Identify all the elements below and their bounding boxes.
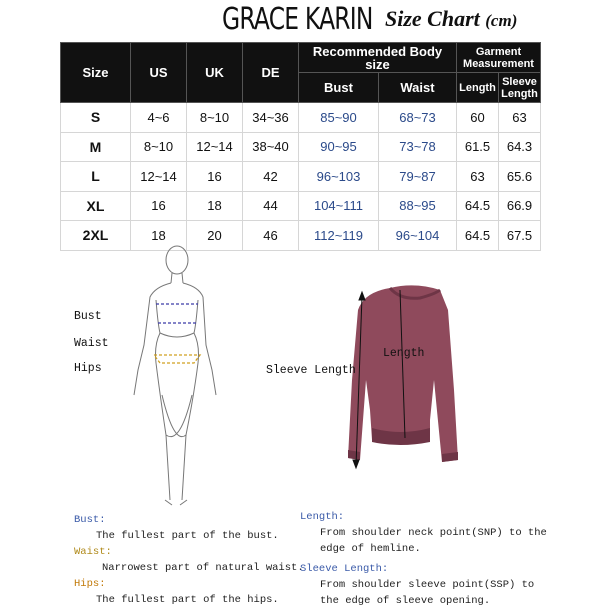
cell-bust: 112~119 [299,221,379,251]
header-us: US [131,43,187,103]
cell-length: 60 [457,103,499,133]
notes-right [300,509,547,609]
chart-title-unit: (cm) [485,11,518,30]
header-garment: Garment Measurement [457,43,541,73]
header-bust: Bust [299,73,379,103]
cell-waist: 88~95 [379,191,457,221]
label-bust: Bust [74,310,102,323]
cell-size: M [61,132,131,162]
header-waist: Waist [379,73,457,103]
cell-size: S [61,103,131,133]
cell-de: 42 [243,162,299,192]
note-term-bust: Bust: [74,514,106,526]
cell-de: 46 [243,221,299,251]
cell-length: 64.5 [457,221,499,251]
header-sleeve: Sleeve Length [499,73,541,103]
cell-sleeve: 66.9 [499,191,541,221]
cell-length: 64.5 [457,191,499,221]
header-size: Size [61,43,131,103]
cell-waist: 73~78 [379,132,457,162]
cell-sleeve: 64.3 [499,132,541,162]
cell-bust: 90~95 [299,132,379,162]
cell-sleeve: 65.6 [499,162,541,192]
cell-length: 61.5 [457,132,499,162]
note-desc-length-2: edge of hemline. [320,543,421,555]
cell-us: 16 [131,191,187,221]
label-waist: Waist [74,337,109,350]
notes-left [74,512,304,608]
table-row [61,132,541,162]
header-uk: UK [187,43,243,103]
label-length: Length [383,347,425,360]
note-desc-sleeve-1: From shoulder sleeve point(SSP) to [320,579,535,591]
cell-size: L [61,162,131,192]
size-table [60,42,541,251]
header-recommended: Recommended Body size [299,43,457,73]
cell-size: 2XL [61,221,131,251]
cell-bust: 85~90 [299,103,379,133]
label-hips: Hips [74,362,102,375]
cell-uk: 18 [187,191,243,221]
cell-bust: 104~111 [299,191,379,221]
table-row [61,103,541,133]
cell-uk: 12~14 [187,132,243,162]
note-term-hips: Hips: [74,578,106,590]
label-sleeve-length: Sleeve Length [266,364,356,377]
note-desc-sleeve-2: the edge of sleeve opening. [320,595,491,607]
cell-bust: 96~103 [299,162,379,192]
table-row [61,191,541,221]
cell-uk: 8~10 [187,103,243,133]
cell-waist: 79~87 [379,162,457,192]
note-desc-hips: The fullest part of the hips. [96,594,279,606]
chart-title-text: Size Chart [385,6,480,31]
note-term-waist: Waist: [74,546,112,558]
cell-sleeve: 63 [499,103,541,133]
header [0,0,600,42]
chart-title [385,6,517,32]
cell-uk: 16 [187,162,243,192]
cell-waist: 96~104 [379,221,457,251]
cell-us: 8~10 [131,132,187,162]
cell-us: 12~14 [131,162,187,192]
cell-sleeve: 67.5 [499,221,541,251]
note-desc-length-1: From shoulder neck point(SNP) to the [320,527,547,539]
header-de: DE [243,43,299,103]
brand-logo: GRACE KARIN [222,2,373,37]
cell-de: 34~36 [243,103,299,133]
cell-size: XL [61,191,131,221]
cell-us: 18 [131,221,187,251]
cell-waist: 68~73 [379,103,457,133]
header-length: Length [457,73,499,103]
note-term-length: Length: [300,511,345,523]
note-desc-bust: The fullest part of the bust. [96,530,279,542]
note-desc-waist: Narrowest part of natural waist. [102,562,304,574]
table-row [61,162,541,192]
body-figure-illustration [110,245,260,510]
cell-de: 44 [243,191,299,221]
note-term-sleeve: Sleeve Length: [300,563,389,575]
cell-de: 38~40 [243,132,299,162]
cell-uk: 20 [187,221,243,251]
cell-us: 4~6 [131,103,187,133]
cell-length: 63 [457,162,499,192]
